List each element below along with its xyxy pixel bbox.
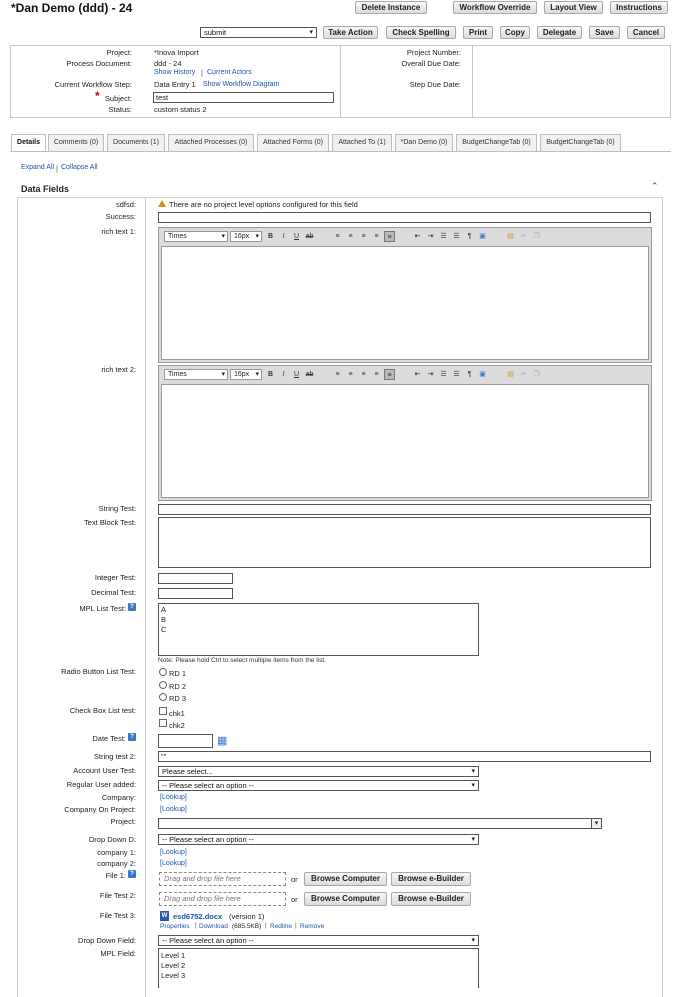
font-size-value: 16px	[234, 233, 250, 240]
status-value: custom status 2	[154, 105, 207, 114]
ordered-list-icon[interactable]: ☰	[440, 371, 447, 378]
drop-down-field-label: Drop Down Field:	[78, 936, 136, 945]
checkbox-chk1-label: chk1	[169, 709, 185, 718]
instructions-button[interactable]: Instructions	[610, 1, 668, 14]
string-test-input[interactable]	[158, 504, 651, 515]
string-test-2-input[interactable]: ""	[158, 751, 651, 762]
list-item[interactable]: Level 2	[161, 961, 186, 970]
step-due-date-label: Step Due Date:	[409, 80, 461, 89]
file-3-size: (685.5KB)	[232, 923, 262, 930]
fields-divider	[145, 197, 146, 997]
save-button[interactable]: Save	[589, 26, 620, 39]
list-item[interactable]: A	[161, 605, 167, 614]
project-value: *Inova Import	[154, 48, 199, 57]
align-center-icon[interactable]: ≡	[348, 371, 353, 378]
font-size-select[interactable]	[230, 231, 262, 242]
underline-icon[interactable]: U	[293, 371, 300, 378]
header-divider	[340, 45, 341, 118]
align-center-icon[interactable]: ≡	[348, 233, 353, 240]
mpl-list-select[interactable]	[158, 603, 479, 656]
paragraph-icon[interactable]: ¶	[467, 233, 472, 240]
italic-icon[interactable]: I	[282, 233, 285, 240]
drop-down-d-label: Drop Down D:	[88, 835, 136, 844]
drop-down-field-select[interactable]	[158, 935, 479, 946]
regular-user-value: -- Please select an option --	[162, 781, 254, 790]
regular-user-label: Regular User added:	[66, 780, 136, 789]
font-family-select[interactable]	[164, 369, 228, 380]
checkbox-chk1[interactable]	[159, 707, 167, 715]
file-3-download-link[interactable]: Download	[199, 923, 228, 930]
warning-icon	[158, 200, 166, 207]
paste-icon[interactable]: ▤	[507, 233, 514, 240]
tab-budgetchange-2[interactable]: BudgetChangeTab (0)	[540, 134, 621, 151]
rich-text-2-body[interactable]	[161, 384, 649, 498]
chevron-down-icon: ▾	[471, 836, 475, 843]
company-2-label: company 2:	[97, 859, 136, 868]
rich-text-2-editor	[158, 365, 652, 501]
file-1-browse-ebuilder-button[interactable]: Browse e-Builder	[391, 872, 471, 886]
required-marker: *	[95, 89, 100, 103]
bold-icon[interactable]: B	[267, 371, 274, 378]
action-select[interactable]	[200, 27, 317, 38]
font-family-value: Times	[168, 371, 187, 378]
regular-user-select[interactable]	[158, 780, 479, 791]
rich-text-1-body[interactable]	[161, 246, 649, 360]
cancel-button[interactable]: Cancel	[627, 26, 665, 39]
tab-dan-demo[interactable]: *Dan Demo (0)	[395, 134, 453, 151]
checkbox-chk2-label: chk2	[169, 721, 185, 730]
drop-down-d-value: -- Please select an option --	[162, 835, 254, 844]
word-document-icon: W	[161, 913, 168, 919]
workflow-override-button[interactable]: Workflow Override	[453, 1, 537, 14]
delete-instance-button[interactable]: Delete Instance	[355, 1, 427, 14]
integer-test-input[interactable]	[158, 573, 233, 584]
tab-attached-processes[interactable]: Attached Processes (0)	[168, 134, 254, 151]
check-spelling-button[interactable]: Check Spelling	[386, 26, 456, 39]
section-title: Data Fields	[21, 184, 70, 194]
chevron-down-icon[interactable]: ▾	[591, 819, 601, 828]
paragraph-icon[interactable]: ¶	[467, 371, 472, 378]
mpl-field-label: MPL Field:	[100, 949, 136, 958]
company-1-label: company 1:	[97, 848, 136, 857]
take-action-button[interactable]: Take Action	[323, 26, 378, 39]
file-3-separator: |	[265, 922, 267, 929]
date-test-label: Date Test:	[92, 734, 126, 743]
account-user-select[interactable]	[158, 766, 479, 777]
sdfsd-warning: There are no project level options configured for this field	[169, 200, 358, 209]
layout-view-button[interactable]: Layout View	[544, 1, 603, 14]
string-test-2-label: String test 2:	[93, 752, 136, 761]
text-block-label: Text Block Test:	[84, 518, 136, 527]
tab-comments[interactable]: Comments (0)	[48, 134, 104, 151]
subject-input[interactable]: test	[153, 92, 334, 103]
sdfsd-label: sdfsd:	[115, 200, 136, 209]
delegate-button[interactable]: Delegate	[537, 26, 582, 39]
file-3-separator: |	[295, 922, 297, 929]
decimal-test-label: Decimal Test:	[91, 588, 136, 597]
font-family-select[interactable]	[164, 231, 228, 242]
chevron-down-icon: ▾	[221, 371, 225, 378]
file-3-redline-link[interactable]: Redline	[270, 923, 293, 930]
print-button[interactable]: Print	[463, 26, 493, 39]
rte-toolbar	[160, 367, 650, 382]
justify-icon[interactable]: ≡	[374, 371, 379, 378]
cut-icon[interactable]: ✂	[520, 233, 527, 240]
drop-down-field-value: -- Please select an option --	[162, 936, 254, 945]
workflow-step-value: Data Entry 1	[154, 80, 196, 89]
outdent-icon[interactable]: ⇤	[414, 233, 421, 240]
tab-baseline	[10, 151, 671, 152]
current-actors-link[interactable]: Current Actors	[207, 69, 252, 76]
chevron-down-icon: ▾	[471, 782, 475, 789]
account-user-label: Account User Test:	[73, 766, 136, 775]
file-1-browse-computer-button[interactable]: Browse Computer	[304, 872, 387, 886]
company-label: Company:	[101, 793, 136, 802]
project-number-label: Project Number:	[406, 48, 461, 57]
file-3-remove-link[interactable]: Remove	[300, 923, 325, 930]
outdent-icon[interactable]: ⇤	[414, 371, 421, 378]
bold-icon[interactable]: B	[267, 233, 274, 240]
tab-attached-forms[interactable]: Attached Forms (0)	[257, 134, 329, 151]
file-1-dropzone[interactable]: Drag and drop file here	[159, 872, 286, 886]
mpl-note: Note: Please hold Ctrl to select multiple items from the list.	[158, 657, 326, 664]
italic-icon[interactable]: I	[282, 371, 285, 378]
list-item[interactable]: Level 1	[161, 951, 186, 960]
tab-details[interactable]: Details	[11, 134, 46, 152]
file-2-browse-ebuilder-button[interactable]: Browse e-Builder	[391, 892, 471, 906]
file-2-browse-computer-button[interactable]: Browse Computer	[304, 892, 387, 906]
strikethrough-icon[interactable]: ab	[305, 371, 314, 378]
copy-button[interactable]: Copy	[500, 26, 530, 39]
rich-text-2-label: rich text 2:	[101, 365, 136, 374]
justify-icon[interactable]: ≡	[374, 233, 379, 240]
company-2-lookup-link[interactable]: [Lookup]	[160, 860, 187, 867]
rich-text-1-editor	[158, 227, 652, 363]
chevron-down-icon: ▾	[471, 937, 475, 944]
integer-test-label: Integer Test:	[94, 573, 136, 582]
collapse-all-link[interactable]: Collapse All	[61, 164, 98, 171]
header-divider	[472, 45, 473, 118]
chevron-down-icon: ▾	[255, 233, 259, 240]
file-3-properties-link[interactable]: Properties	[160, 923, 190, 930]
radio-rd2-label: RD 2	[169, 682, 187, 691]
mpl-field-select[interactable]	[158, 948, 479, 988]
align-left-icon[interactable]: ≡	[335, 233, 340, 240]
or-text: or	[291, 875, 298, 884]
page-title: *Dan Demo (ddd) - 24	[11, 1, 133, 15]
radio-rd3[interactable]	[159, 693, 167, 701]
process-document-value: ddd - 24	[154, 59, 182, 68]
calendar-icon[interactable]: ▦	[217, 735, 228, 747]
justify-full-icon[interactable]: ≡	[384, 231, 395, 242]
indent-icon[interactable]: ⇥	[427, 233, 434, 240]
drop-down-d-select[interactable]	[158, 834, 479, 845]
cut-icon[interactable]: ✂	[520, 371, 527, 378]
link-separator: |	[56, 164, 58, 173]
chevron-down-icon: ▾	[309, 29, 313, 36]
tab-budgetchange-1[interactable]: BudgetChangeTab (0)	[456, 134, 537, 151]
list-item[interactable]: Level 3	[161, 971, 186, 980]
file-1-label: File 1:	[105, 871, 126, 880]
tab-attached-to[interactable]: Attached To (1)	[332, 134, 392, 151]
status-label: Status:	[108, 105, 132, 114]
mpl-list-label: MPL List Test:	[79, 604, 126, 613]
show-workflow-diagram-link[interactable]: Show Workflow Diagram	[203, 81, 280, 88]
radio-rd1[interactable]	[159, 668, 167, 676]
font-family-value: Times	[168, 233, 187, 240]
subject-label: Subject:	[104, 94, 132, 103]
align-left-icon[interactable]: ≡	[335, 371, 340, 378]
company-on-project-label: Company On Project:	[64, 805, 136, 814]
help-icon[interactable]: ?	[128, 870, 136, 878]
underline-icon[interactable]: U	[293, 233, 300, 240]
date-test-input[interactable]	[158, 734, 213, 748]
rich-text-1-label: rich text 1:	[101, 227, 136, 236]
align-right-icon[interactable]: ≡	[361, 371, 366, 378]
radio-rd1-label: RD 1	[169, 669, 187, 678]
account-user-value: Please select...	[162, 767, 213, 776]
overall-due-date-label: Overall Due Date:	[401, 59, 461, 68]
decimal-test-input[interactable]	[158, 588, 233, 599]
bullet-list-icon[interactable]: ☰	[453, 371, 460, 378]
checkbox-list-label: Check Box List test:	[69, 706, 136, 715]
indent-icon[interactable]: ⇥	[427, 371, 434, 378]
list-item[interactable]: B	[161, 615, 167, 624]
rte-toolbar	[160, 229, 650, 244]
help-icon[interactable]: ?	[128, 603, 136, 611]
file-3-separator: |	[195, 922, 197, 929]
copy-icon[interactable]: ❐	[533, 371, 540, 378]
chevron-down-icon: ▾	[221, 233, 225, 240]
justify-full-icon[interactable]: ≡	[384, 369, 395, 380]
strikethrough-icon[interactable]: ab	[305, 233, 314, 240]
font-size-value: 16px	[234, 371, 250, 378]
file-test-3-label: File Test 3:	[99, 911, 136, 920]
checkbox-chk2[interactable]	[159, 719, 167, 727]
paste-icon[interactable]: ▤	[507, 371, 514, 378]
project-field-label: Project:	[110, 817, 136, 826]
copy-icon[interactable]: ❐	[533, 233, 540, 240]
action-select-value: submit	[204, 28, 227, 37]
bullet-list-icon[interactable]: ☰	[453, 233, 460, 240]
project-combobox[interactable]	[158, 818, 602, 829]
tab-documents[interactable]: Documents (1)	[107, 134, 165, 151]
chevron-down-icon: ▾	[255, 371, 259, 378]
collapse-section-icon[interactable]: ⌃	[651, 181, 659, 191]
company-1-lookup-link[interactable]: [Lookup]	[160, 849, 187, 856]
string-test-label: String Test:	[98, 504, 136, 513]
expand-all-link[interactable]: Expand All	[21, 164, 55, 171]
project-label: Project:	[106, 48, 132, 57]
file-3-version: (version 1)	[229, 912, 265, 921]
font-size-select[interactable]	[230, 369, 262, 380]
workflow-step-label: Current Workflow Step:	[54, 80, 132, 89]
align-right-icon[interactable]: ≡	[361, 233, 366, 240]
file-3-name-link[interactable]: esd6752.docx	[173, 912, 223, 921]
ordered-list-icon[interactable]: ☰	[440, 233, 447, 240]
company-on-project-lookup-link[interactable]: [Lookup]	[160, 806, 187, 813]
process-document-label: Process Document:	[66, 59, 132, 68]
or-text: or	[291, 895, 298, 904]
company-lookup-link[interactable]: [Lookup]	[160, 794, 187, 801]
radio-rd3-label: RD 3	[169, 694, 187, 703]
radio-list-label: Radio Button List Test:	[61, 667, 136, 676]
success-label: Success:	[105, 212, 136, 221]
show-history-link[interactable]: Show History	[154, 69, 196, 76]
insert-image-icon[interactable]: ▣	[479, 233, 486, 240]
text-block-input[interactable]	[158, 517, 651, 568]
success-input[interactable]	[158, 212, 651, 223]
file-2-dropzone[interactable]: Drag and drop file here	[159, 892, 286, 906]
list-item[interactable]: C	[161, 625, 167, 634]
header-separator: |	[201, 68, 203, 77]
radio-rd2[interactable]	[159, 681, 167, 689]
help-icon[interactable]: ?	[128, 733, 136, 741]
chevron-down-icon: ▾	[471, 768, 475, 775]
insert-image-icon[interactable]: ▣	[479, 371, 486, 378]
file-test-2-label: File Test 2:	[99, 891, 136, 900]
